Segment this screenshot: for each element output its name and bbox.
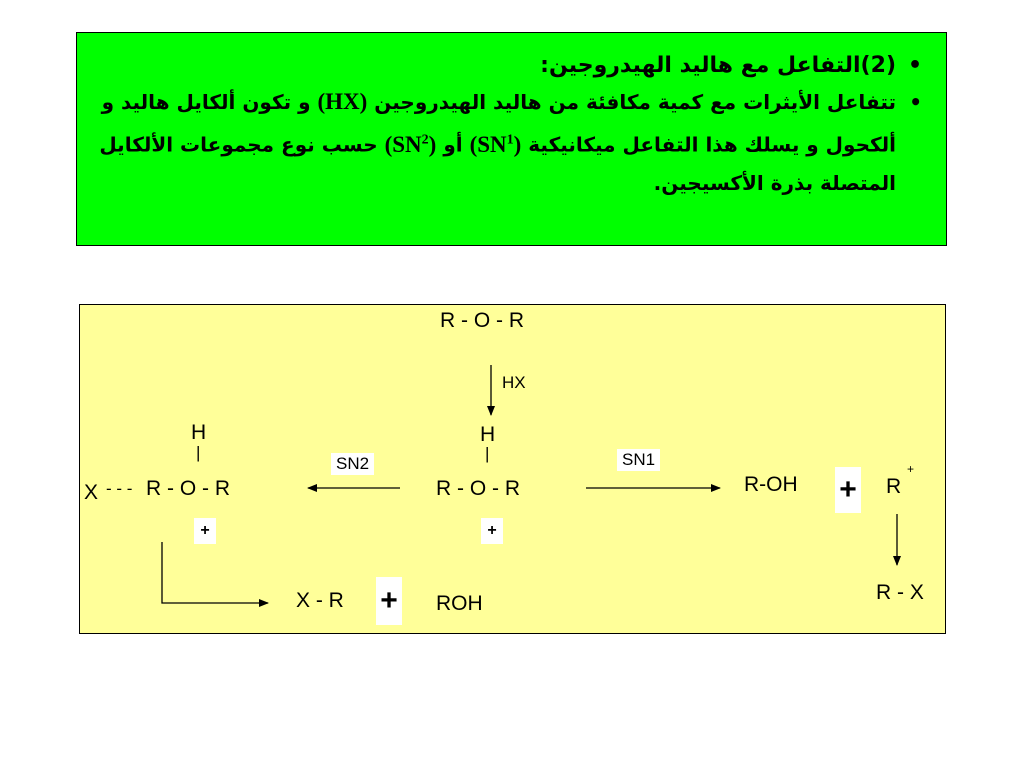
plus-sign-bottom: + (376, 577, 402, 625)
sn1-term: $(SN^1)$ (469, 131, 522, 157)
text-panel (76, 32, 947, 246)
oxonium-ion-mid: R - O - R (436, 477, 520, 500)
reaction-panel (79, 304, 946, 634)
desc-part-d: حسب نوع مجموعات الألكايل المتصلة بذرة الأكسيجين. (99, 132, 896, 195)
arrow-elbow (162, 542, 268, 603)
sn2-term: $(SN^2)$ (384, 131, 437, 157)
bullet-dot: • (909, 90, 922, 114)
product-r-x: R - X (876, 581, 924, 604)
bullet-list (92, 47, 922, 202)
plus-sign-right: + (835, 467, 861, 513)
desc-part-a: تتفاعل الأيثرات مع كمية مكافئة من هاليد الهيدروجين (374, 90, 896, 114)
proton-h-left: H (191, 421, 207, 444)
halide-x: X (84, 481, 99, 504)
oxonium-ion-left: R - O - R (146, 477, 230, 500)
bond-mid: | (485, 444, 490, 463)
sn2-label: SN2 (331, 453, 374, 475)
charge-left: + (194, 518, 216, 544)
carbocation-charge: + (907, 462, 915, 476)
product-alcohol: ROH (436, 592, 483, 615)
carbocation-r: R (886, 475, 902, 498)
reaction-arrows (80, 305, 947, 635)
bullet-dot: • (907, 53, 922, 78)
reagent-hx: HX (502, 373, 526, 392)
partial-bond: - - - (106, 479, 133, 498)
bullet-item-description (92, 83, 922, 202)
product-r-oh: R-OH (744, 473, 798, 496)
charge-mid: + (481, 518, 503, 544)
ether-reactant: R - O - R (440, 309, 524, 332)
bond-left: | (196, 443, 201, 462)
hx-formula: (HX) (317, 89, 368, 114)
proton-h-mid: H (480, 423, 496, 446)
section-title: (2)التفاعل مع هاليد الهيدروجين: (540, 53, 896, 78)
desc-part-c: أو (443, 132, 463, 157)
product-alkyl-halide: X - R (296, 589, 344, 612)
desc-part-b: و تكون ألكايل هاليد و ألكحول و يسلك هذا التفاعل ميكانيكية (101, 90, 896, 157)
sn1-label: SN1 (617, 449, 660, 471)
bullet-item-title (92, 47, 922, 85)
